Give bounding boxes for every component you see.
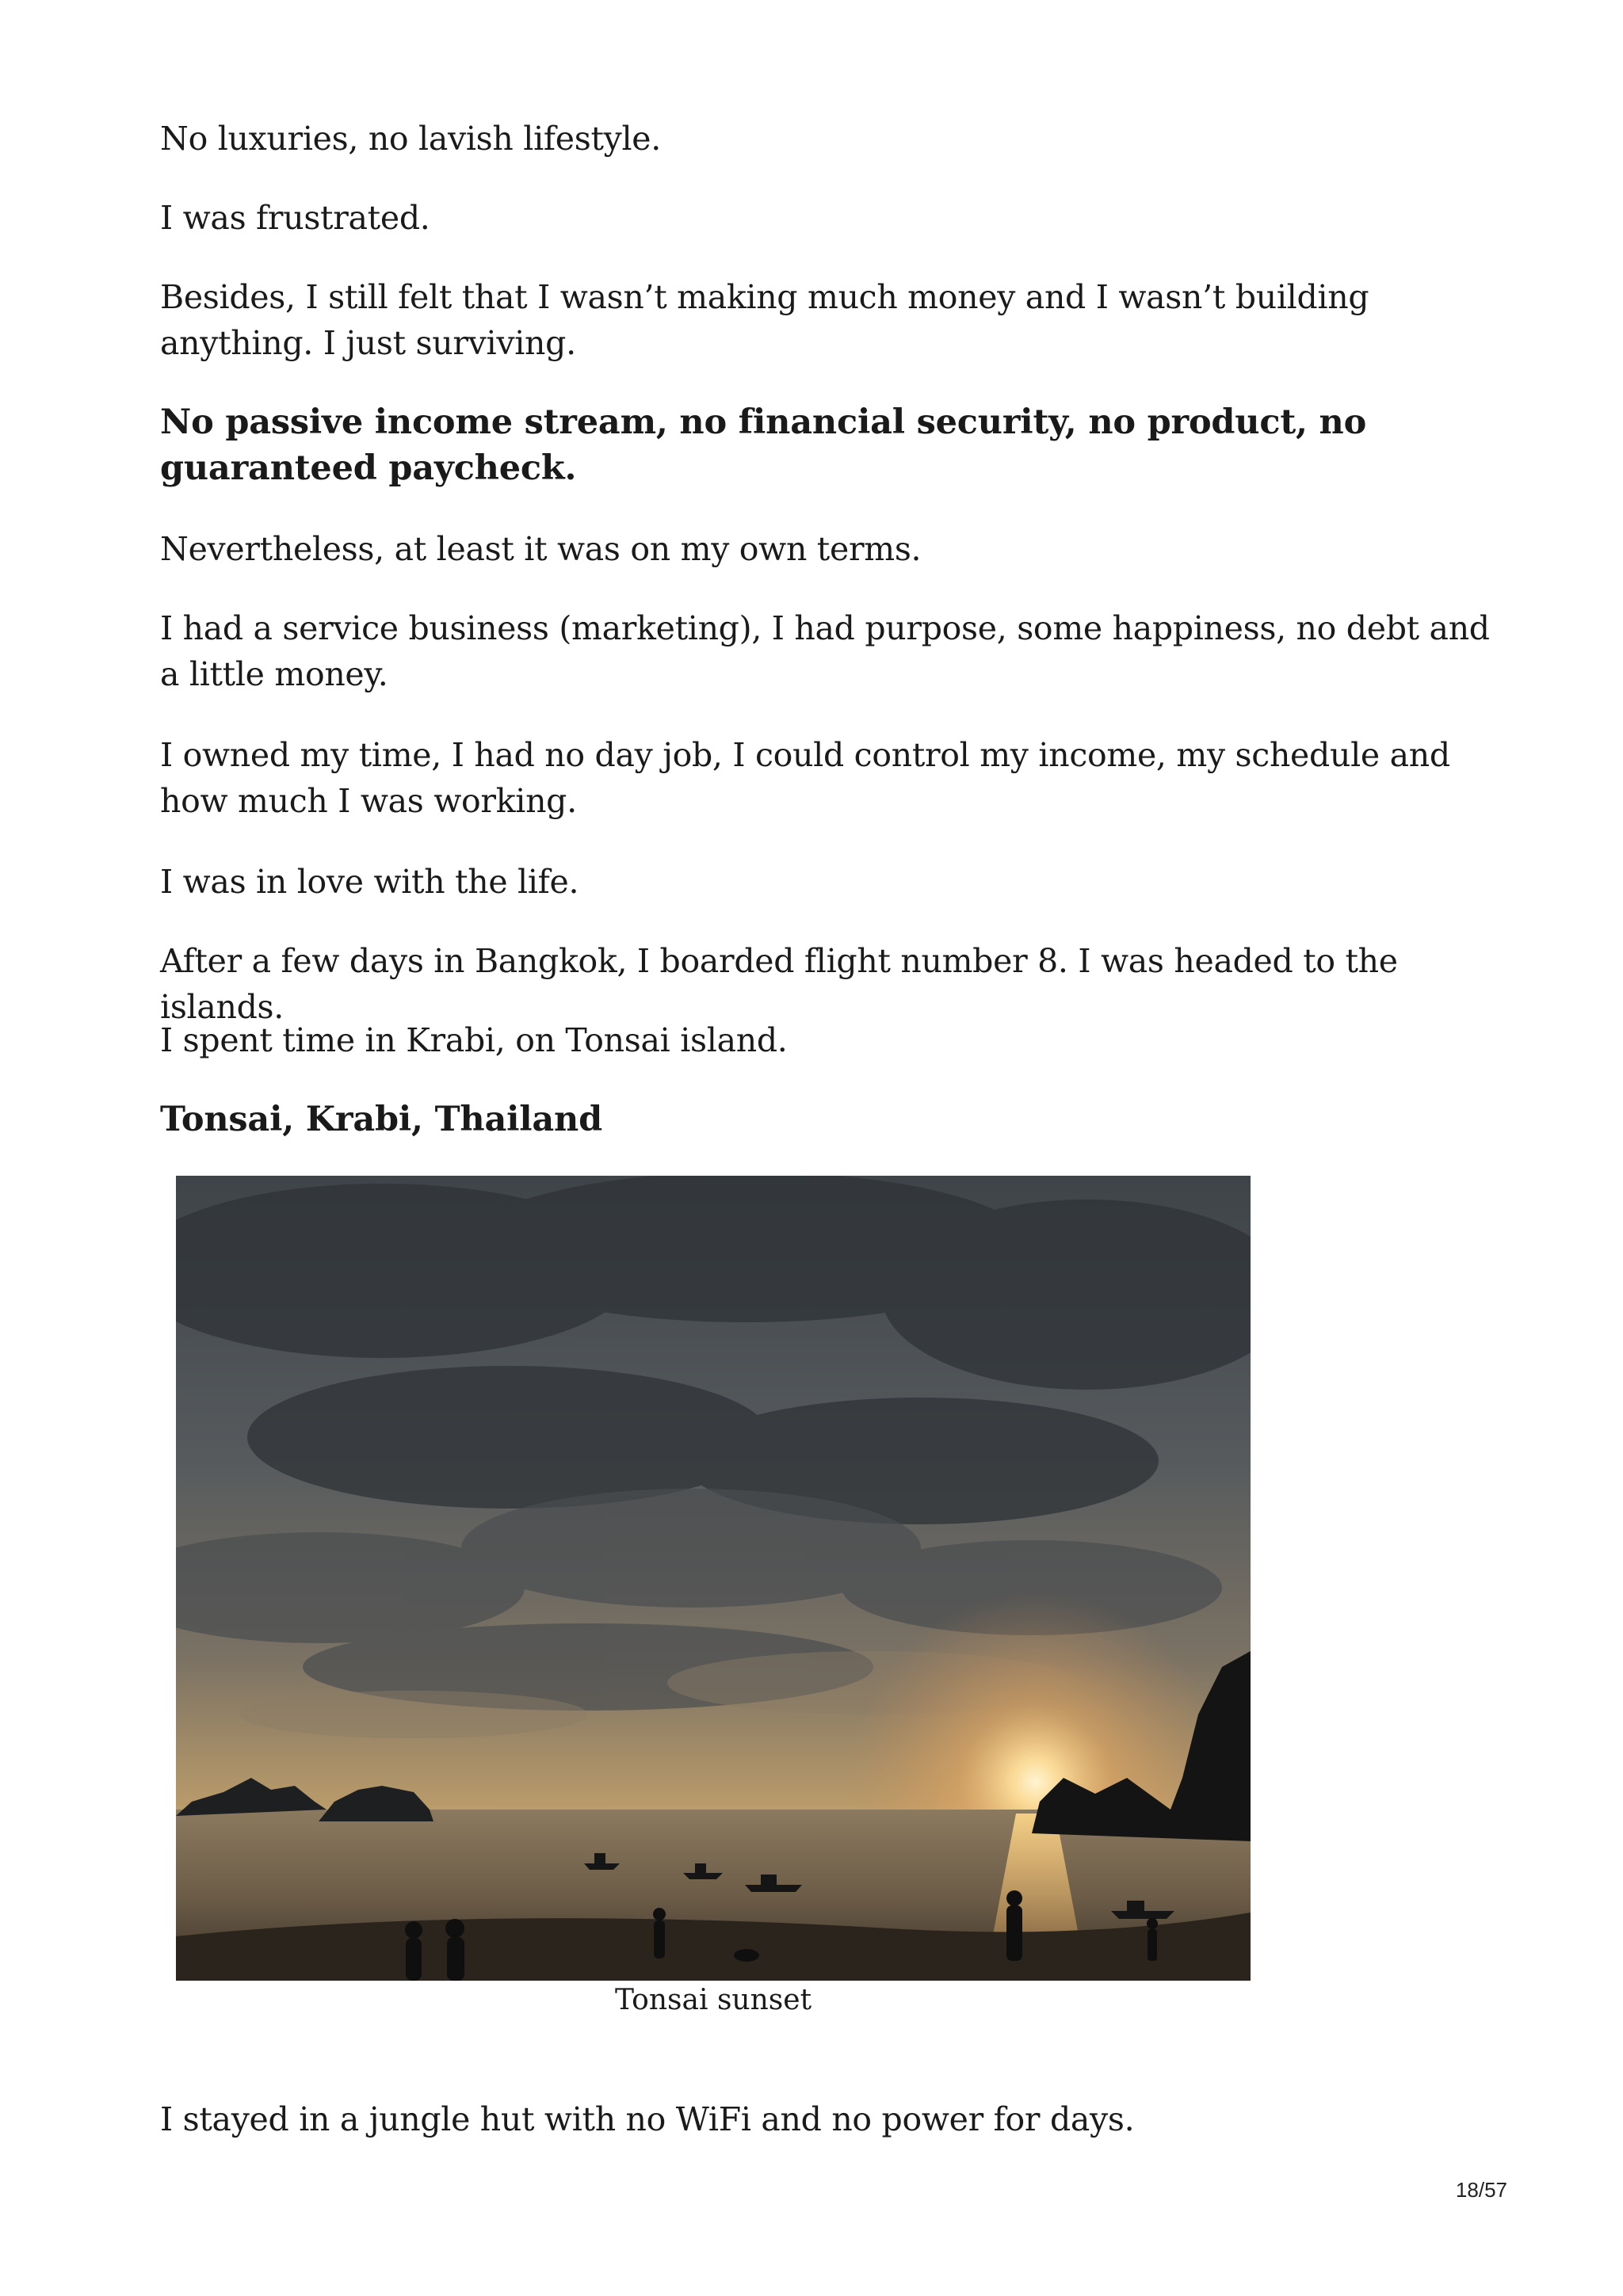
paragraph: No luxuries, no lavish lifestyle. bbox=[160, 120, 662, 158]
page-number: 18/57 bbox=[1455, 2178, 1507, 2202]
paragraph: I was frustrated. bbox=[160, 199, 430, 237]
tonsai-sunset-photo bbox=[176, 1176, 1251, 1981]
section-heading: Tonsai, Krabi, Thailand bbox=[160, 1100, 602, 1139]
paragraph: I was in love with the life. bbox=[160, 863, 579, 901]
bold-paragraph: No passive income stream, no financial security, no product, no guaranteed paycheck. bbox=[160, 402, 1367, 488]
paragraph: I spent time in Krabi, on Tonsai island. bbox=[160, 1021, 788, 1059]
paragraph: Besides, I still felt that I wasn’t making much money and I wasn’t building anything. I just surviving. bbox=[160, 278, 1369, 362]
figure-caption: Tonsai sunset bbox=[614, 1984, 812, 2016]
paragraph: I owned my time, I had no day job, I could control my income, my schedule and how much I was working. bbox=[160, 736, 1450, 820]
paragraph: I stayed in a jungle hut with no WiFi and no power for days. bbox=[160, 2100, 1135, 2138]
paragraph: After a few days in Bangkok, I boarded flight number 8. I was headed to the islands. bbox=[160, 942, 1398, 1026]
paragraph: I had a service business (marketing), I had purpose, some happiness, no debt and a little money. bbox=[160, 609, 1490, 693]
paragraph: Nevertheless, at least it was on my own terms. bbox=[160, 530, 922, 568]
